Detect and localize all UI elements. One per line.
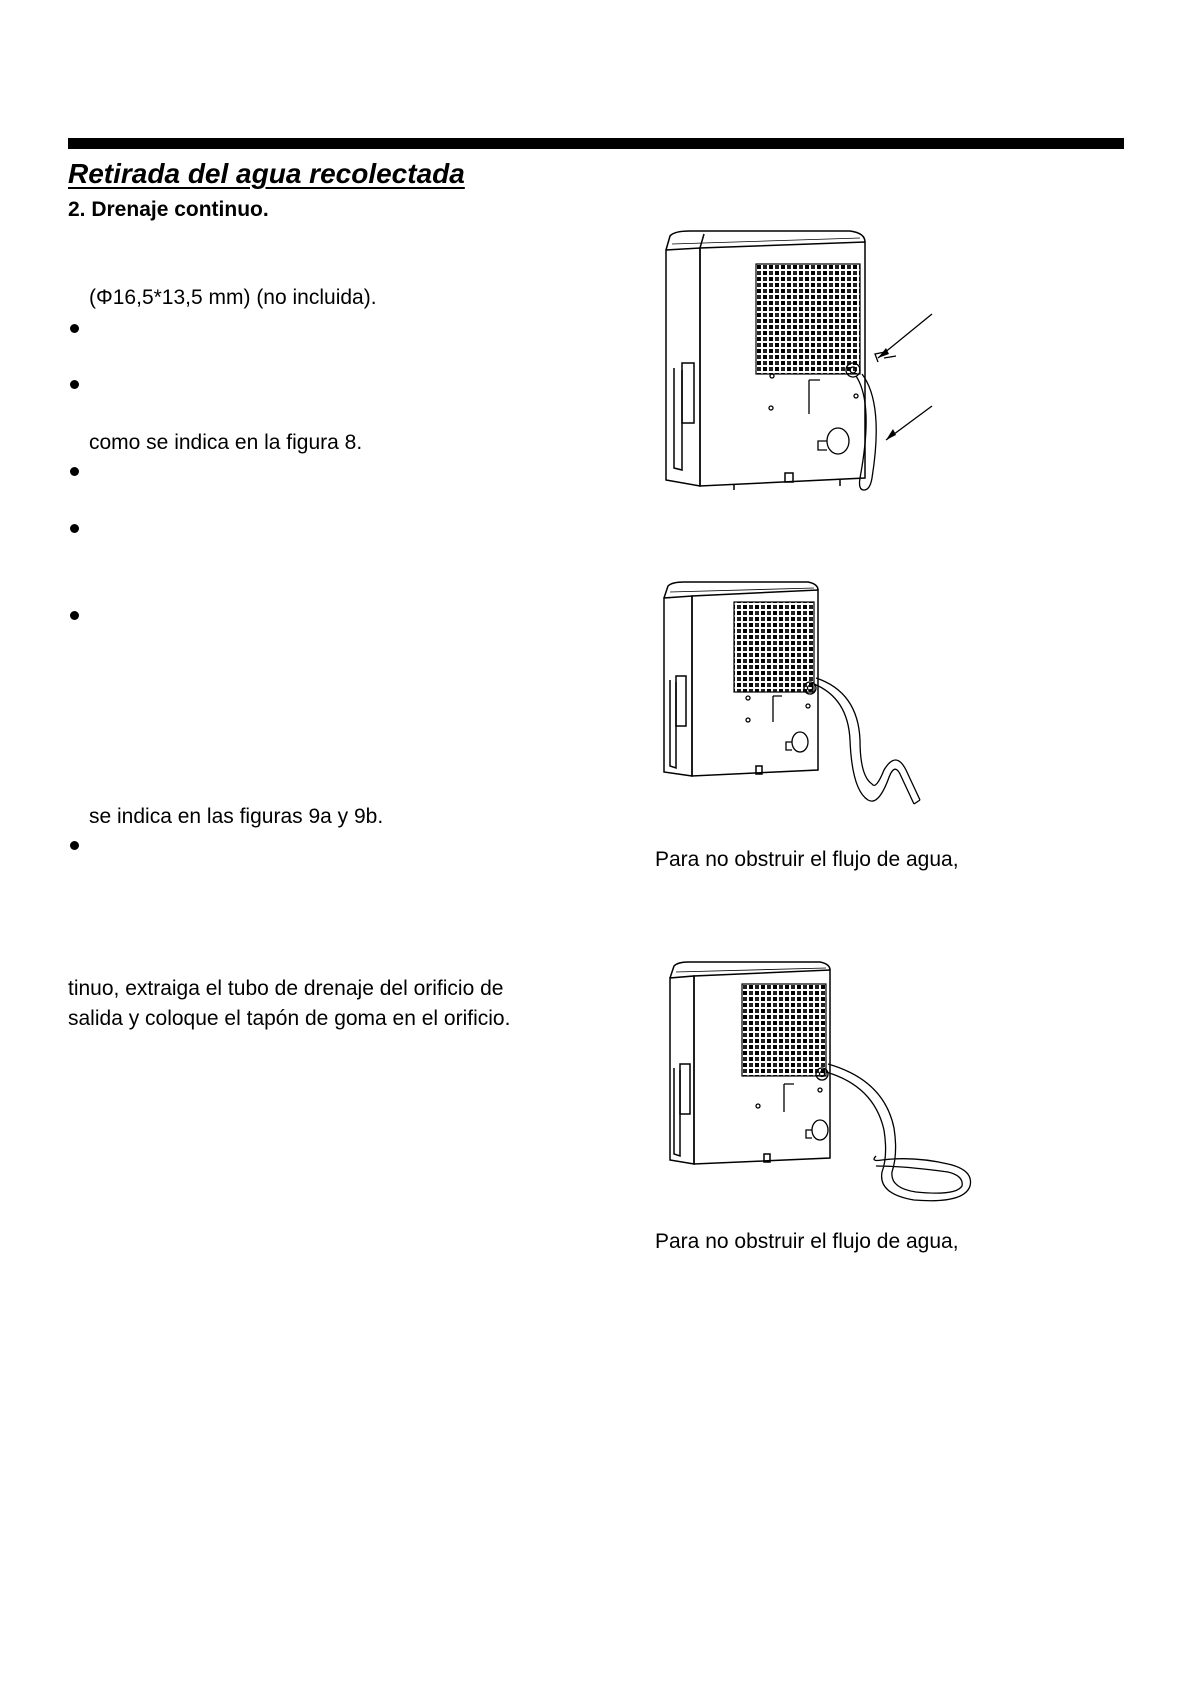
dehumidifier-rear-hose-wave-illustration — [658, 580, 928, 820]
header-rule — [68, 138, 1124, 149]
bullet-1 — [70, 324, 79, 333]
section-title: Retirada del agua recolectada — [68, 158, 465, 189]
figure9b-caption: Para no obstruir el flujo de agua, — [655, 1230, 959, 1253]
subsection-title: 2. Drenaje continuo. — [68, 198, 269, 221]
dehumidifier-rear-hose-loop-illustration — [664, 960, 994, 1220]
closing-text-line-2: salida y coloque el tapón de goma en el orificio. — [68, 1007, 511, 1030]
bullet-6 — [70, 841, 79, 850]
figures9-reference-text: se indica en las figuras 9a y 9b. — [89, 805, 384, 828]
dehumidifier-rear-with-hose-arrows-illustration — [660, 228, 930, 503]
hose-spec-text: (Φ16,5*13,5 mm) (no incluida). — [89, 286, 377, 309]
figure-9b — [664, 960, 994, 1220]
bullet-4 — [70, 524, 79, 533]
figure9a-caption: Para no obstruir el flujo de agua, — [655, 848, 959, 871]
figure-9a — [658, 580, 928, 820]
closing-text-line-1: tinuo, extraiga el tubo de drenaje del orificio de — [68, 977, 504, 1000]
bullet-2 — [70, 380, 79, 389]
bullet-3 — [70, 467, 79, 476]
bullet-5 — [70, 611, 79, 620]
figure-8 — [660, 228, 930, 503]
figure8-reference-text: como se indica en la figura 8. — [89, 431, 363, 454]
